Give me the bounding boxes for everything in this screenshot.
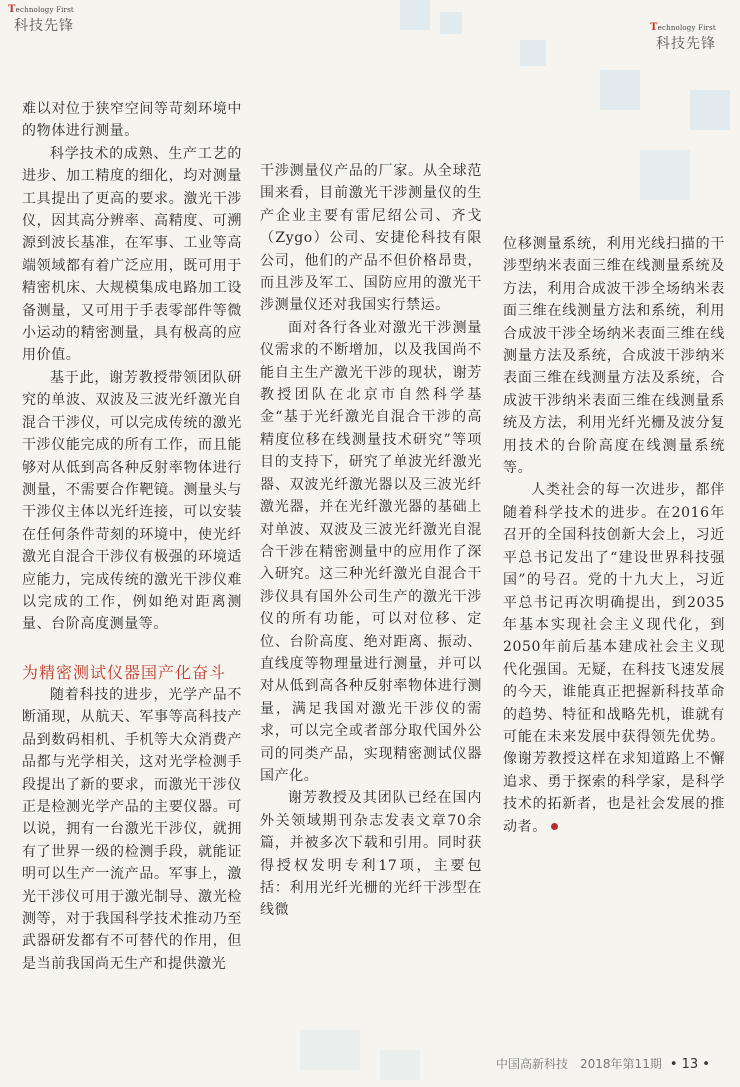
paragraph: 谢芳教授及其团队已经在国内外关领域期刊杂志发表文章70余篇，并被多次下载和引用。同时获得授权发明专利17项，主要包括：利用光纤光栅的光纤干涉型在线微: [260, 790, 482, 919]
paragraph: 面对各行各业对激光干涉测量仪需求的不断增加，以及我国尚不能自主生产激光干涉的现状，谢芳教授团队在北京市自然科学基金“基于光纤激光自混合干涉的高精度位移在线测量技术研究”等项目的支持下，研究了单波光纤激光器、双波光纤激光器以及三波光纤激光器，并在光纤激光器的基础上对单波、双波及三波光纤激光自混合干涉在精密测量中的应用作了深入研究。这三种光纤激光自混合干涉仪具有国外公司生产的激光干涉仪的所有功能，可以对位移、定位、台阶高度、绝对距离、振动、直线度等物理量进行测量，并可以对从低到高各种反射率物体进行测量，满足我国对激光干涉仪的需求，可以完全或者部分取代国外公司的同类产品，实现精密测试仪器国产化。: [260, 319, 482, 784]
brand-english: Technology First: [8, 4, 74, 15]
decorative-square: [690, 90, 730, 130]
page-footer: [496, 1055, 710, 1072]
decorative-square: [440, 12, 462, 34]
decorative-square: [380, 1050, 420, 1080]
paragraph: 人类社会的每一次进步，都伴随着科学技术的进步。在2016年召开的全国科技创新大会上，习近平总书记发出了“建设世界科技强国”的号召。党的十九大上，习近平总书记再次明确提出，到2035年基本实现社会主义现代化，到2050年前后基本建成社会主义现代化强国。无疑，在科技飞速发展的今天，谁能真正把握新科技革命的趋势、特征和战略先机，谁就有可能在未来发展中获得领先优势。像谢芳教授这样在求知道路上不懈追求、勇于探索的科学家，是科学技术的拓新者，也是社会发展的推动者。: [503, 482, 725, 835]
article-column-1-continued: [22, 684, 242, 975]
decorative-square: [300, 1030, 360, 1070]
brand-chinese: 科技先锋: [14, 18, 74, 34]
header-brand-left: [8, 4, 74, 35]
article-end-icon: [551, 823, 558, 830]
paragraph: 基于此，谢芳教授带领团队研究的单波、双波及三波光纤激光自混合干涉仪，可以完成传统的激光干涉仪能完成的所有工作，而且能够对从低到高各种反射率物体进行测量，不需要合作靶镜。测量头与干涉仪主体以光纤连接，可以安装在任何条件苛刻的环境中，使光纤激光自混合干涉仪有极强的环境适应能力，完成传统的激光干涉仪难以完成的工作，例如绝对距离测量、台阶高度测量等。: [22, 369, 242, 633]
article-column-1: [22, 98, 242, 636]
paragraph: 科学技术的成熟、生产工艺的进步、加工精度的细化，均对测量工具提出了更高的要求。激光干涉仪，因其高分辨率、高精度、可溯源到波长基准，在军事、工业等高端领域都有着广泛应用，既可用于精密机床、大规模集成电路加工设备测量，又可用于手表零部件等微小运动的精密测量，具有极高的应用价值。: [22, 145, 242, 364]
decorative-square: [600, 70, 640, 110]
magazine-name: 中国高新科技: [496, 1057, 569, 1071]
page-number: • 13 •: [669, 1057, 710, 1072]
paragraph: 难以对位于狭窄空间等苛刻环境中的物体进行测量。: [22, 101, 242, 140]
section-heading: 为精密测试仪器国产化奋斗: [22, 663, 227, 682]
header-brand-right: [650, 22, 716, 53]
decorative-square: [400, 0, 430, 30]
issue-number: 2018年第11期: [580, 1057, 662, 1071]
paragraph: 随着科技的进步，光学产品不断涌现，从航天、军事等高科技产品到数码相机、手机等大众消费产品都与光学相关，这对光学检测手段提出了新的要求，而激光干涉仪正是检测光学产品的主要仪器。可以说，拥有一台激光干涉仪，就拥有了世界一级的检测手段，就能证明可以生产一流产品。军事上，激光干涉仪可用于激光制导、激光检测等，对于我国科学技术推动乃至武器研发都有不可替代的作用，但是当前我国尚无生产和提供激光: [22, 687, 242, 972]
decorative-square: [640, 150, 690, 200]
article-column-3: [503, 233, 725, 838]
brand-chinese: 科技先锋: [656, 36, 716, 52]
decorative-square: [520, 40, 546, 66]
article-column-2: [260, 160, 482, 922]
paragraph: 干涉测量仪产品的厂家。从全球范围来看，目前激光干涉测量仪的生产企业主要有雷尼绍公司、齐戈（Zygo）公司、安捷伦科技有限公司，他们的产品不但价格昂贵，而且涉及军工、国防应用的激光干涉测量仪还对我国实行禁运。: [260, 163, 482, 314]
brand-english: Technology First: [650, 22, 716, 33]
paragraph: 位移测量系统，利用光线扫描的干涉型纳米表面三维在线测量系统及方法，利用合成波干涉全场纳米表面三维在线测量方法和系统，利用合成波干涉全场纳米表面三维在线测量方法及系统，合成波干涉纳米表面三维在线测量方法及系统，合成波干涉纳米表面三维在线测量系统及方法，利用光纤光栅及波分复用技术的台阶高度在线测量系统等。: [503, 236, 725, 477]
